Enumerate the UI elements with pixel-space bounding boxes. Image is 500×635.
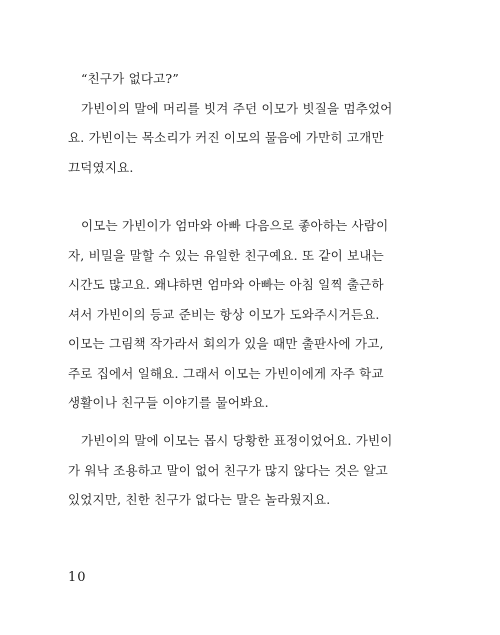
text-line: 이모는 그림책 작가라서 회의가 있을 때만 출판사에 가고,	[68, 336, 384, 351]
text-line: 가빈이의 말에 이모는 몹시 당황한 표정이었어요. 가빈이	[81, 433, 393, 448]
text-line: 시간도 많고요. 왜냐하면 엄마와 아빠는 아침 일찍 출근하	[68, 277, 384, 292]
text-line: 이모는 가빈이가 엄마와 아빠 다음으로 좋아하는 사람이	[81, 218, 389, 233]
paragraph-1	[68, 64, 398, 182]
text-line: 있었지만, 친한 친구가 없다는 말은 놀라웠지요.	[68, 492, 331, 507]
text-line: 끄덕였지요.	[68, 159, 134, 175]
page-number: 10	[68, 570, 87, 585]
text-line: 셔서 가빈이의 등교 준비는 항상 이모가 도와주시거든요.	[68, 306, 380, 322]
text-line: 가빈이의 말에 머리를 빗겨 주던 이모가 빗질을 멈추었어	[81, 100, 393, 116]
text-line: 주로 집에서 일해요. 그래서 이모는 가빈이에게 자주 학교	[68, 365, 384, 381]
text-line: 요. 가빈이는 목소리가 커진 이모의 물음에 가만히 고개만	[68, 130, 384, 145]
text-line: 가 워낙 조용하고 말이 없어 친구가 많지 않다는 것은 알고	[68, 462, 388, 478]
text-line: 생활이나 친구들 이야기를 물어봐요.	[68, 395, 269, 410]
text-line: 자, 비밀을 말할 수 있는 유일한 친구예요. 또 같이 보내는	[68, 247, 384, 263]
dialogue-line: “친구가 없다고?”	[81, 71, 179, 86]
paragraph-3	[68, 426, 398, 515]
paragraph-2	[68, 211, 398, 418]
